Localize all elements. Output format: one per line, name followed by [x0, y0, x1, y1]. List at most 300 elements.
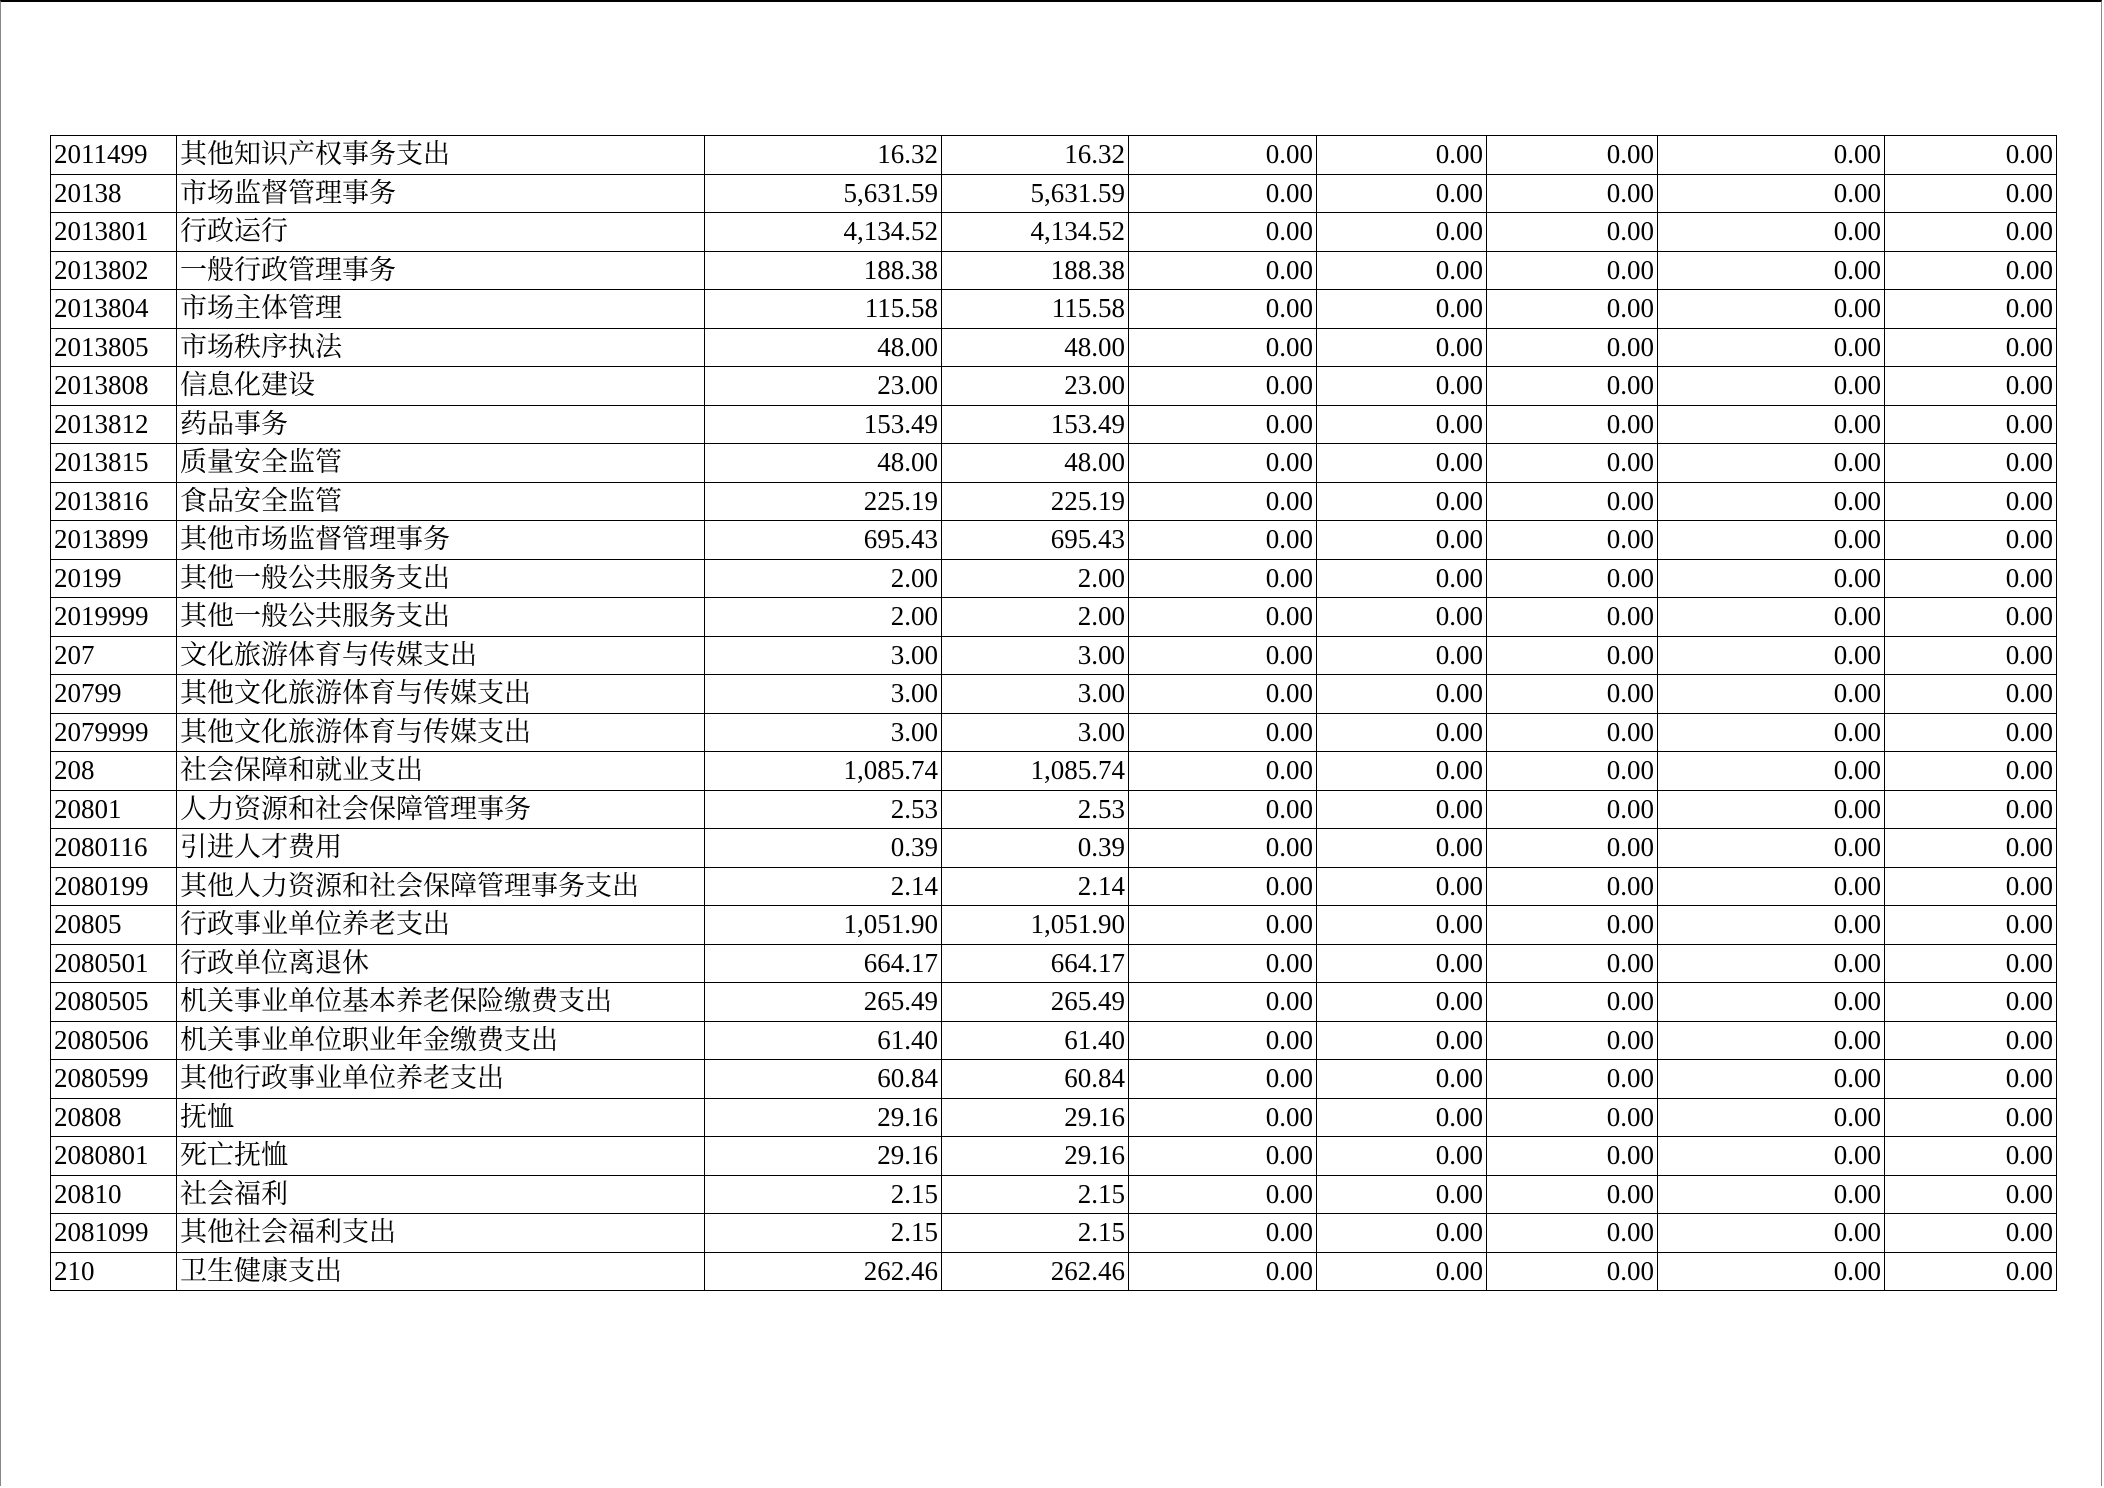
cell-value-5: 0.00: [1487, 636, 1658, 675]
cell-value-2: 0.39: [942, 829, 1129, 868]
cell-value-2: 23.00: [942, 367, 1129, 406]
cell-value-6: 0.00: [1658, 636, 1885, 675]
table-row: [51, 251, 2057, 290]
cell-total: 115.58: [705, 290, 942, 329]
cell-value-6: 0.00: [1658, 444, 1885, 483]
cell-code: 208: [51, 752, 177, 791]
cell-value-7: 0.00: [1885, 983, 2057, 1022]
cell-item-name: 其他行政事业单位养老支出: [177, 1060, 705, 1099]
table-row: [51, 290, 2057, 329]
cell-code: 207: [51, 636, 177, 675]
cell-value-4: 0.00: [1317, 944, 1487, 983]
cell-value-6: 0.00: [1658, 752, 1885, 791]
cell-value-7: 0.00: [1885, 136, 2057, 175]
table-row: [51, 1214, 2057, 1253]
cell-value-6: 0.00: [1658, 1252, 1885, 1291]
cell-item-name: 行政运行: [177, 213, 705, 252]
cell-value-6: 0.00: [1658, 1175, 1885, 1214]
cell-item-name: 其他文化旅游体育与传媒支出: [177, 675, 705, 714]
cell-value-2: 29.16: [942, 1137, 1129, 1176]
table-row: [51, 559, 2057, 598]
cell-value-6: 0.00: [1658, 328, 1885, 367]
cell-item-name: 食品安全监管: [177, 482, 705, 521]
cell-value-3: 0.00: [1129, 482, 1317, 521]
cell-value-6: 0.00: [1658, 213, 1885, 252]
cell-item-name: 药品事务: [177, 405, 705, 444]
cell-value-5: 0.00: [1487, 867, 1658, 906]
cell-value-2: 29.16: [942, 1098, 1129, 1137]
cell-value-5: 0.00: [1487, 521, 1658, 560]
table-row: [51, 752, 2057, 791]
cell-value-7: 0.00: [1885, 1137, 2057, 1176]
cell-total: 2.00: [705, 559, 942, 598]
cell-code: 2080116: [51, 829, 177, 868]
table-row: [51, 983, 2057, 1022]
cell-total: 225.19: [705, 482, 942, 521]
cell-value-7: 0.00: [1885, 636, 2057, 675]
cell-value-4: 0.00: [1317, 328, 1487, 367]
cell-total: 29.16: [705, 1137, 942, 1176]
cell-code: 20808: [51, 1098, 177, 1137]
cell-item-name: 市场秩序执法: [177, 328, 705, 367]
cell-value-7: 0.00: [1885, 1060, 2057, 1099]
table-row: [51, 1021, 2057, 1060]
table-row: [51, 367, 2057, 406]
cell-value-2: 5,631.59: [942, 174, 1129, 213]
table-row: [51, 1137, 2057, 1176]
cell-total: 1,085.74: [705, 752, 942, 791]
table-row: [51, 944, 2057, 983]
cell-item-name: 其他知识产权事务支出: [177, 136, 705, 175]
cell-value-4: 0.00: [1317, 1214, 1487, 1253]
cell-value-4: 0.00: [1317, 290, 1487, 329]
cell-value-6: 0.00: [1658, 405, 1885, 444]
cell-total: 188.38: [705, 251, 942, 290]
cell-value-2: 60.84: [942, 1060, 1129, 1099]
cell-value-5: 0.00: [1487, 290, 1658, 329]
cell-total: 16.32: [705, 136, 942, 175]
cell-value-5: 0.00: [1487, 328, 1658, 367]
cell-value-2: 2.15: [942, 1175, 1129, 1214]
cell-value-2: 115.58: [942, 290, 1129, 329]
cell-item-name: 质量安全监管: [177, 444, 705, 483]
cell-value-2: 262.46: [942, 1252, 1129, 1291]
cell-item-name: 市场主体管理: [177, 290, 705, 329]
cell-value-5: 0.00: [1487, 944, 1658, 983]
cell-value-2: 48.00: [942, 444, 1129, 483]
table-row: [51, 867, 2057, 906]
cell-value-3: 0.00: [1129, 444, 1317, 483]
cell-value-7: 0.00: [1885, 1021, 2057, 1060]
table-row: [51, 328, 2057, 367]
cell-total: 695.43: [705, 521, 942, 560]
cell-value-3: 0.00: [1129, 251, 1317, 290]
cell-value-2: 225.19: [942, 482, 1129, 521]
cell-value-5: 0.00: [1487, 983, 1658, 1022]
table-row: [51, 713, 2057, 752]
cell-item-name: 人力资源和社会保障管理事务: [177, 790, 705, 829]
cell-total: 3.00: [705, 636, 942, 675]
cell-code: 2079999: [51, 713, 177, 752]
cell-value-3: 0.00: [1129, 1021, 1317, 1060]
cell-value-6: 0.00: [1658, 944, 1885, 983]
cell-value-2: 2.14: [942, 867, 1129, 906]
cell-value-7: 0.00: [1885, 174, 2057, 213]
cell-value-4: 0.00: [1317, 136, 1487, 175]
cell-value-6: 0.00: [1658, 867, 1885, 906]
cell-code: 2013801: [51, 213, 177, 252]
cell-value-2: 2.00: [942, 559, 1129, 598]
cell-value-6: 0.00: [1658, 1214, 1885, 1253]
cell-value-5: 0.00: [1487, 213, 1658, 252]
cell-value-4: 0.00: [1317, 444, 1487, 483]
cell-value-5: 0.00: [1487, 752, 1658, 791]
cell-item-name: 文化旅游体育与传媒支出: [177, 636, 705, 675]
cell-code: 2013805: [51, 328, 177, 367]
cell-value-6: 0.00: [1658, 829, 1885, 868]
cell-value-7: 0.00: [1885, 1252, 2057, 1291]
cell-value-3: 0.00: [1129, 559, 1317, 598]
cell-value-4: 0.00: [1317, 174, 1487, 213]
cell-value-7: 0.00: [1885, 367, 2057, 406]
cell-value-6: 0.00: [1658, 598, 1885, 637]
cell-value-3: 0.00: [1129, 1137, 1317, 1176]
cell-value-7: 0.00: [1885, 559, 2057, 598]
cell-total: 29.16: [705, 1098, 942, 1137]
cell-item-name: 一般行政管理事务: [177, 251, 705, 290]
table-body: [51, 136, 2057, 1291]
cell-value-7: 0.00: [1885, 944, 2057, 983]
cell-value-5: 0.00: [1487, 405, 1658, 444]
cell-value-7: 0.00: [1885, 328, 2057, 367]
table-row: [51, 1098, 2057, 1137]
table-row: [51, 482, 2057, 521]
cell-value-3: 0.00: [1129, 636, 1317, 675]
cell-value-6: 0.00: [1658, 1060, 1885, 1099]
cell-code: 2013802: [51, 251, 177, 290]
cell-value-5: 0.00: [1487, 675, 1658, 714]
cell-value-5: 0.00: [1487, 559, 1658, 598]
cell-value-6: 0.00: [1658, 675, 1885, 714]
cell-total: 1,051.90: [705, 906, 942, 945]
cell-code: 2013816: [51, 482, 177, 521]
cell-value-4: 0.00: [1317, 1137, 1487, 1176]
cell-value-2: 3.00: [942, 713, 1129, 752]
cell-value-5: 0.00: [1487, 598, 1658, 637]
cell-value-3: 0.00: [1129, 983, 1317, 1022]
table-row: [51, 790, 2057, 829]
cell-item-name: 机关事业单位职业年金缴费支出: [177, 1021, 705, 1060]
cell-value-4: 0.00: [1317, 1175, 1487, 1214]
cell-total: 2.15: [705, 1214, 942, 1253]
cell-total: 153.49: [705, 405, 942, 444]
cell-value-2: 664.17: [942, 944, 1129, 983]
cell-value-4: 0.00: [1317, 1098, 1487, 1137]
cell-value-2: 2.53: [942, 790, 1129, 829]
cell-value-3: 0.00: [1129, 867, 1317, 906]
cell-value-4: 0.00: [1317, 405, 1487, 444]
cell-value-4: 0.00: [1317, 1060, 1487, 1099]
cell-value-5: 0.00: [1487, 1021, 1658, 1060]
cell-item-name: 其他一般公共服务支出: [177, 559, 705, 598]
cell-value-7: 0.00: [1885, 405, 2057, 444]
cell-value-5: 0.00: [1487, 1060, 1658, 1099]
cell-value-5: 0.00: [1487, 1252, 1658, 1291]
cell-value-5: 0.00: [1487, 444, 1658, 483]
cell-total: 60.84: [705, 1060, 942, 1099]
table-row: [51, 405, 2057, 444]
cell-item-name: 社会保障和就业支出: [177, 752, 705, 791]
cell-total: 4,134.52: [705, 213, 942, 252]
cell-total: 3.00: [705, 675, 942, 714]
cell-value-3: 0.00: [1129, 713, 1317, 752]
cell-value-6: 0.00: [1658, 174, 1885, 213]
cell-value-3: 0.00: [1129, 829, 1317, 868]
cell-total: 664.17: [705, 944, 942, 983]
cell-value-6: 0.00: [1658, 136, 1885, 175]
cell-value-4: 0.00: [1317, 790, 1487, 829]
cell-value-5: 0.00: [1487, 367, 1658, 406]
cell-value-7: 0.00: [1885, 675, 2057, 714]
cell-total: 48.00: [705, 444, 942, 483]
cell-value-5: 0.00: [1487, 1098, 1658, 1137]
cell-value-6: 0.00: [1658, 482, 1885, 521]
cell-value-2: 188.38: [942, 251, 1129, 290]
cell-value-4: 0.00: [1317, 1252, 1487, 1291]
cell-value-7: 0.00: [1885, 790, 2057, 829]
cell-total: 3.00: [705, 713, 942, 752]
cell-total: 262.46: [705, 1252, 942, 1291]
cell-value-6: 0.00: [1658, 1098, 1885, 1137]
cell-value-5: 0.00: [1487, 1214, 1658, 1253]
cell-value-7: 0.00: [1885, 1214, 2057, 1253]
cell-value-4: 0.00: [1317, 867, 1487, 906]
cell-total: 48.00: [705, 328, 942, 367]
table-row: [51, 1060, 2057, 1099]
cell-value-6: 0.00: [1658, 251, 1885, 290]
cell-value-4: 0.00: [1317, 675, 1487, 714]
cell-code: 2081099: [51, 1214, 177, 1253]
cell-value-7: 0.00: [1885, 713, 2057, 752]
table-row: [51, 1175, 2057, 1214]
cell-value-2: 3.00: [942, 636, 1129, 675]
cell-total: 5,631.59: [705, 174, 942, 213]
cell-item-name: 引进人才费用: [177, 829, 705, 868]
table-row: [51, 444, 2057, 483]
cell-code: 20199: [51, 559, 177, 598]
cell-value-2: 153.49: [942, 405, 1129, 444]
cell-value-7: 0.00: [1885, 521, 2057, 560]
cell-value-2: 2.00: [942, 598, 1129, 637]
cell-value-4: 0.00: [1317, 752, 1487, 791]
cell-item-name: 社会福利: [177, 1175, 705, 1214]
cell-value-3: 0.00: [1129, 174, 1317, 213]
cell-code: 2013812: [51, 405, 177, 444]
cell-value-3: 0.00: [1129, 405, 1317, 444]
cell-value-3: 0.00: [1129, 790, 1317, 829]
cell-value-6: 0.00: [1658, 983, 1885, 1022]
cell-value-7: 0.00: [1885, 906, 2057, 945]
cell-value-4: 0.00: [1317, 367, 1487, 406]
cell-value-3: 0.00: [1129, 906, 1317, 945]
cell-value-4: 0.00: [1317, 829, 1487, 868]
cell-code: 2080505: [51, 983, 177, 1022]
cell-value-7: 0.00: [1885, 213, 2057, 252]
cell-value-6: 0.00: [1658, 790, 1885, 829]
cell-item-name: 其他一般公共服务支出: [177, 598, 705, 637]
cell-value-3: 0.00: [1129, 290, 1317, 329]
cell-value-5: 0.00: [1487, 790, 1658, 829]
cell-value-2: 1,051.90: [942, 906, 1129, 945]
cell-value-6: 0.00: [1658, 713, 1885, 752]
cell-item-name: 市场监督管理事务: [177, 174, 705, 213]
cell-item-name: 其他文化旅游体育与传媒支出: [177, 713, 705, 752]
cell-value-4: 0.00: [1317, 482, 1487, 521]
cell-value-5: 0.00: [1487, 1175, 1658, 1214]
cell-item-name: 机关事业单位基本养老保险缴费支出: [177, 983, 705, 1022]
cell-code: 20138: [51, 174, 177, 213]
cell-code: 2080801: [51, 1137, 177, 1176]
cell-value-7: 0.00: [1885, 482, 2057, 521]
cell-value-4: 0.00: [1317, 983, 1487, 1022]
cell-item-name: 行政事业单位养老支出: [177, 906, 705, 945]
cell-total: 0.39: [705, 829, 942, 868]
cell-value-4: 0.00: [1317, 251, 1487, 290]
cell-value-5: 0.00: [1487, 829, 1658, 868]
cell-value-3: 0.00: [1129, 944, 1317, 983]
cell-code: 2019999: [51, 598, 177, 637]
cell-item-name: 死亡抚恤: [177, 1137, 705, 1176]
cell-code: 20810: [51, 1175, 177, 1214]
cell-value-4: 0.00: [1317, 521, 1487, 560]
cell-value-3: 0.00: [1129, 521, 1317, 560]
cell-value-7: 0.00: [1885, 867, 2057, 906]
table-row: [51, 213, 2057, 252]
cell-value-3: 0.00: [1129, 1252, 1317, 1291]
cell-item-name: 抚恤: [177, 1098, 705, 1137]
cell-value-4: 0.00: [1317, 636, 1487, 675]
table-row: [51, 136, 2057, 175]
cell-value-6: 0.00: [1658, 367, 1885, 406]
table-row: [51, 174, 2057, 213]
cell-value-2: 265.49: [942, 983, 1129, 1022]
cell-item-name: 信息化建设: [177, 367, 705, 406]
cell-value-5: 0.00: [1487, 251, 1658, 290]
cell-item-name: 其他人力资源和社会保障管理事务支出: [177, 867, 705, 906]
cell-item-name: 卫生健康支出: [177, 1252, 705, 1291]
cell-value-3: 0.00: [1129, 598, 1317, 637]
cell-value-3: 0.00: [1129, 1098, 1317, 1137]
cell-item-name: 其他市场监督管理事务: [177, 521, 705, 560]
cell-value-6: 0.00: [1658, 521, 1885, 560]
cell-value-3: 0.00: [1129, 136, 1317, 175]
cell-value-4: 0.00: [1317, 906, 1487, 945]
cell-code: 2080506: [51, 1021, 177, 1060]
cell-code: 20805: [51, 906, 177, 945]
cell-code: 2080199: [51, 867, 177, 906]
cell-value-7: 0.00: [1885, 251, 2057, 290]
cell-value-5: 0.00: [1487, 906, 1658, 945]
cell-value-6: 0.00: [1658, 906, 1885, 945]
cell-value-6: 0.00: [1658, 1137, 1885, 1176]
cell-value-3: 0.00: [1129, 752, 1317, 791]
cell-value-5: 0.00: [1487, 136, 1658, 175]
cell-value-7: 0.00: [1885, 752, 2057, 791]
cell-code: 2013815: [51, 444, 177, 483]
cell-value-7: 0.00: [1885, 1098, 2057, 1137]
cell-total: 2.00: [705, 598, 942, 637]
cell-value-2: 48.00: [942, 328, 1129, 367]
cell-code: 2080599: [51, 1060, 177, 1099]
cell-item-name: 行政单位离退休: [177, 944, 705, 983]
cell-value-2: 61.40: [942, 1021, 1129, 1060]
cell-value-6: 0.00: [1658, 290, 1885, 329]
cell-value-2: 3.00: [942, 675, 1129, 714]
cell-value-6: 0.00: [1658, 559, 1885, 598]
cell-value-2: 4,134.52: [942, 213, 1129, 252]
cell-value-2: 16.32: [942, 136, 1129, 175]
cell-value-4: 0.00: [1317, 1021, 1487, 1060]
cell-value-4: 0.00: [1317, 213, 1487, 252]
cell-value-5: 0.00: [1487, 174, 1658, 213]
cell-value-3: 0.00: [1129, 213, 1317, 252]
cell-total: 2.15: [705, 1175, 942, 1214]
cell-value-4: 0.00: [1317, 713, 1487, 752]
cell-value-3: 0.00: [1129, 1214, 1317, 1253]
table-row: [51, 829, 2057, 868]
cell-value-7: 0.00: [1885, 290, 2057, 329]
cell-total: 2.14: [705, 867, 942, 906]
cell-code: 2013804: [51, 290, 177, 329]
table-row: [51, 1252, 2057, 1291]
cell-value-2: 2.15: [942, 1214, 1129, 1253]
cell-value-3: 0.00: [1129, 675, 1317, 714]
cell-value-7: 0.00: [1885, 1175, 2057, 1214]
cell-value-3: 0.00: [1129, 328, 1317, 367]
cell-value-2: 695.43: [942, 521, 1129, 560]
cell-total: 265.49: [705, 983, 942, 1022]
cell-value-7: 0.00: [1885, 829, 2057, 868]
cell-code: 2013808: [51, 367, 177, 406]
cell-code: 2011499: [51, 136, 177, 175]
cell-value-3: 0.00: [1129, 1060, 1317, 1099]
table-row: [51, 598, 2057, 637]
table-row: [51, 906, 2057, 945]
cell-code: 2080501: [51, 944, 177, 983]
cell-value-2: 1,085.74: [942, 752, 1129, 791]
cell-total: 23.00: [705, 367, 942, 406]
cell-value-5: 0.00: [1487, 482, 1658, 521]
cell-code: 20801: [51, 790, 177, 829]
cell-value-3: 0.00: [1129, 1175, 1317, 1214]
budget-table: [50, 135, 2057, 1291]
cell-code: 20799: [51, 675, 177, 714]
cell-value-7: 0.00: [1885, 598, 2057, 637]
cell-value-4: 0.00: [1317, 598, 1487, 637]
cell-item-name: 其他社会福利支出: [177, 1214, 705, 1253]
cell-code: 2013899: [51, 521, 177, 560]
cell-total: 2.53: [705, 790, 942, 829]
table-row: [51, 675, 2057, 714]
cell-code: 210: [51, 1252, 177, 1291]
cell-value-3: 0.00: [1129, 367, 1317, 406]
cell-value-5: 0.00: [1487, 713, 1658, 752]
table-row: [51, 636, 2057, 675]
table-row: [51, 521, 2057, 560]
cell-value-4: 0.00: [1317, 559, 1487, 598]
cell-value-6: 0.00: [1658, 1021, 1885, 1060]
cell-value-7: 0.00: [1885, 444, 2057, 483]
